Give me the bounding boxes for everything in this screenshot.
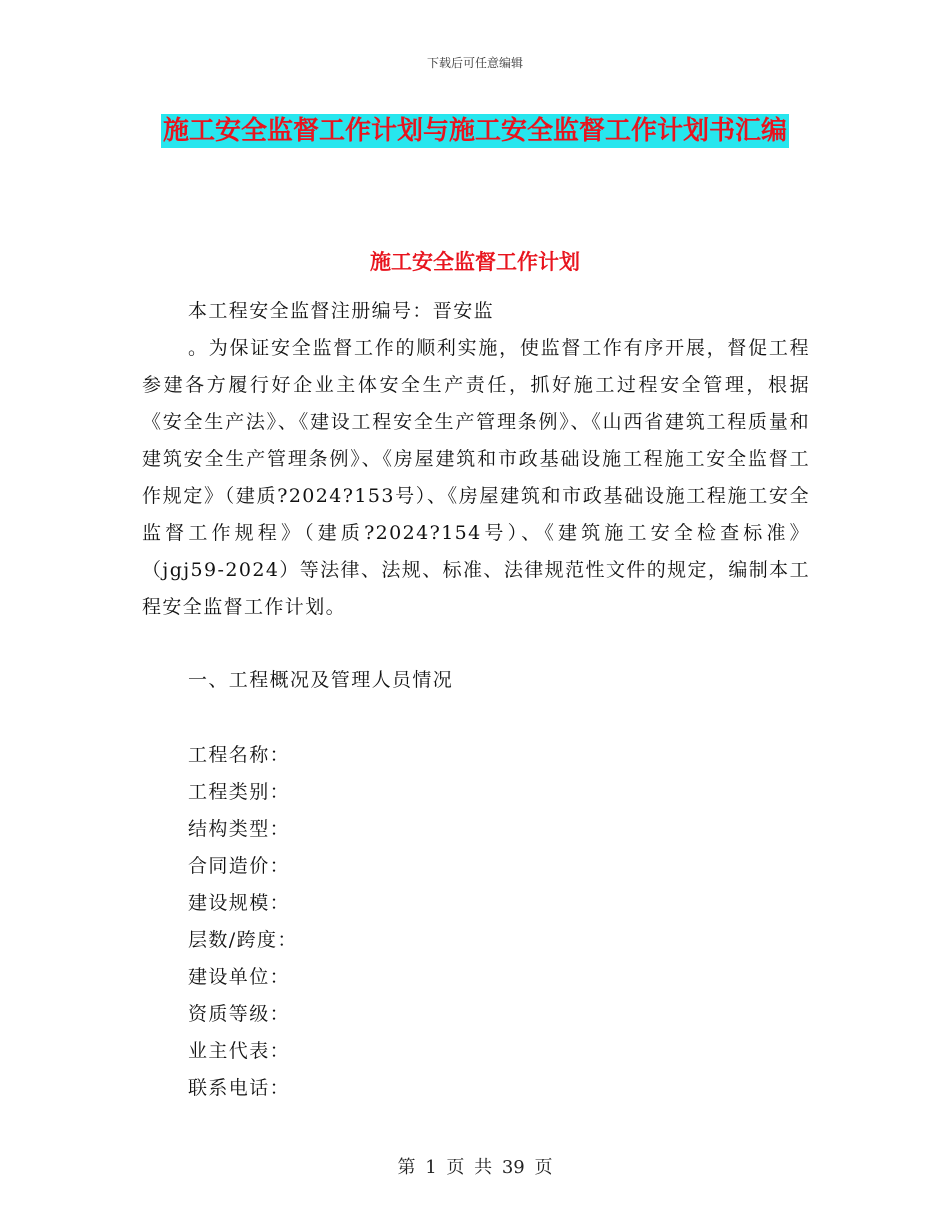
field-structure-type: 结构类型： (188, 818, 291, 840)
field-construction-unit: 建设单位： (188, 966, 291, 988)
document-title (140, 108, 810, 154)
page-footer: 第 1 页 共 39 页 (397, 1157, 553, 1178)
field-floors-span: 层数/跨度： (188, 929, 298, 951)
section-title: 施工安全监督工作计划 (370, 250, 580, 274)
document-title-text: 施工安全监督工作计划与施工安全监督工作计划书汇编 (162, 116, 787, 146)
field-contract-price: 合同造价： (188, 855, 291, 877)
header-note: 下载后可任意编辑 (426, 56, 523, 70)
field-owner-representative: 业主代表： (188, 1040, 291, 1062)
field-project-name: 工程名称： (188, 744, 291, 766)
heading-project-overview: 一、工程概况及管理人员情况 (188, 669, 454, 691)
registration-line: 本工程安全监督注册编号：晋安监 (188, 300, 495, 322)
field-construction-scale: 建设规模： (188, 892, 291, 914)
field-contact-phone: 联系电话： (188, 1077, 291, 1099)
project-field-list (188, 737, 298, 1107)
field-project-category: 工程类别： (188, 781, 291, 803)
field-qualification-level: 资质等级： (188, 1003, 291, 1025)
intro-paragraph: 。为保证安全监督工作的顺利实施，使监督工作有序开展，督促工程参建各方履行好企业主体安全生产责任，抓好施工过程安全管理，根据《安全生产法》、《建设工程安全生产管理条例》、《山西省建筑工程质量和建筑安全生产管理条例》、《房屋建筑和市政基础设施工程施工安全监督工作规定》（建质?2024?153号）、《房屋建筑和市政基础设施工程施工安全监督工作规程》（建质?2024?154号）、《建筑施工安全检查标准》（jgj59-2024）等法律、法规、标准、法律规范性文件的规定，编制本工程安全监督工作计划。 (142, 337, 810, 618)
